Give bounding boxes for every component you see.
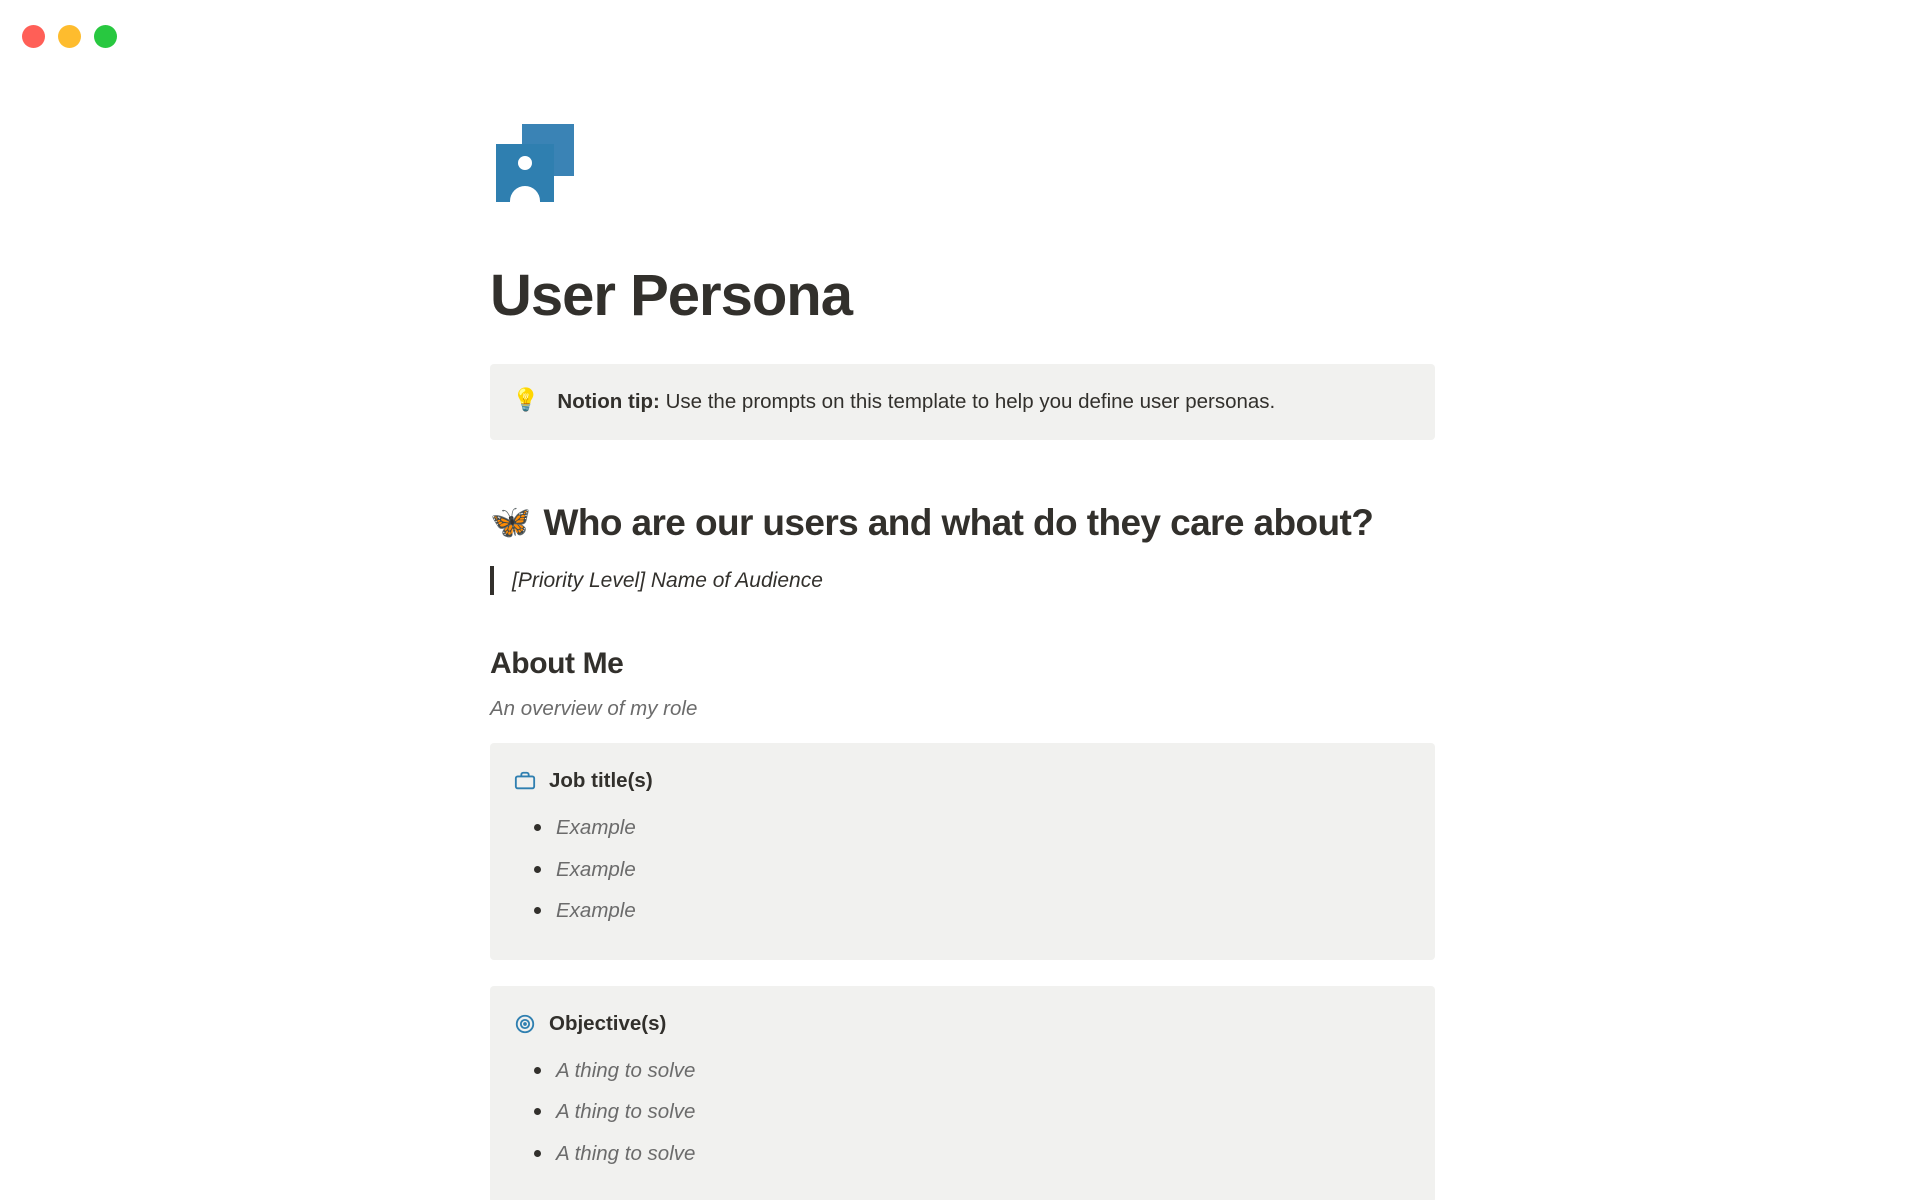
job-titles-list	[556, 807, 1411, 932]
document-content	[490, 124, 1435, 1200]
about-me-caption: An overview of my role	[490, 696, 698, 720]
window-title-bar	[0, 0, 1920, 72]
about-me-heading: About Me	[490, 646, 624, 680]
document-page	[0, 72, 1920, 1200]
audience-quote-block[interactable]	[490, 566, 1435, 595]
list-item[interactable]: A thing to solve	[556, 1133, 1411, 1175]
list-item[interactable]: A thing to solve	[556, 1091, 1411, 1133]
icon-person-head	[518, 156, 532, 170]
list-item[interactable]: Example	[556, 890, 1411, 932]
list-item[interactable]: Example	[556, 849, 1411, 891]
section-heading-users	[490, 502, 1435, 544]
job-titles-card-title: Job title(s)	[549, 768, 653, 792]
notion-tip-callout	[490, 364, 1435, 440]
audience-quote-text: [Priority Level] Name of Audience	[512, 568, 823, 592]
job-titles-card-header	[514, 769, 1411, 793]
butterfly-icon: 🦋	[490, 503, 531, 541]
user-persona-icon[interactable]	[496, 124, 574, 202]
objectives-list	[556, 1050, 1411, 1175]
objectives-card-header	[514, 1012, 1411, 1036]
maximize-window-button[interactable]	[94, 25, 117, 48]
minimize-window-button[interactable]	[58, 25, 81, 48]
callout-label: Notion tip:	[557, 389, 660, 413]
objectives-card	[490, 986, 1435, 1200]
callout-text	[557, 387, 1275, 417]
traffic-light-controls	[22, 25, 117, 48]
job-titles-card	[490, 743, 1435, 960]
close-window-button[interactable]	[22, 25, 45, 48]
lightbulb-icon: 💡	[512, 386, 540, 412]
callout-body: Use the prompts on this template to help you define user personas.	[659, 389, 1276, 413]
icon-person-body	[510, 186, 540, 202]
list-item[interactable]: Example	[556, 807, 1411, 849]
objectives-card-title: Objective(s)	[549, 1011, 667, 1035]
briefcase-icon	[514, 770, 536, 792]
list-item[interactable]: A thing to solve	[556, 1050, 1411, 1092]
section-heading-text: Who are our users and what do they care about?	[543, 501, 1374, 543]
target-icon	[514, 1013, 536, 1035]
icon-square-front	[496, 144, 554, 202]
page-title[interactable]: User Persona	[490, 263, 852, 328]
